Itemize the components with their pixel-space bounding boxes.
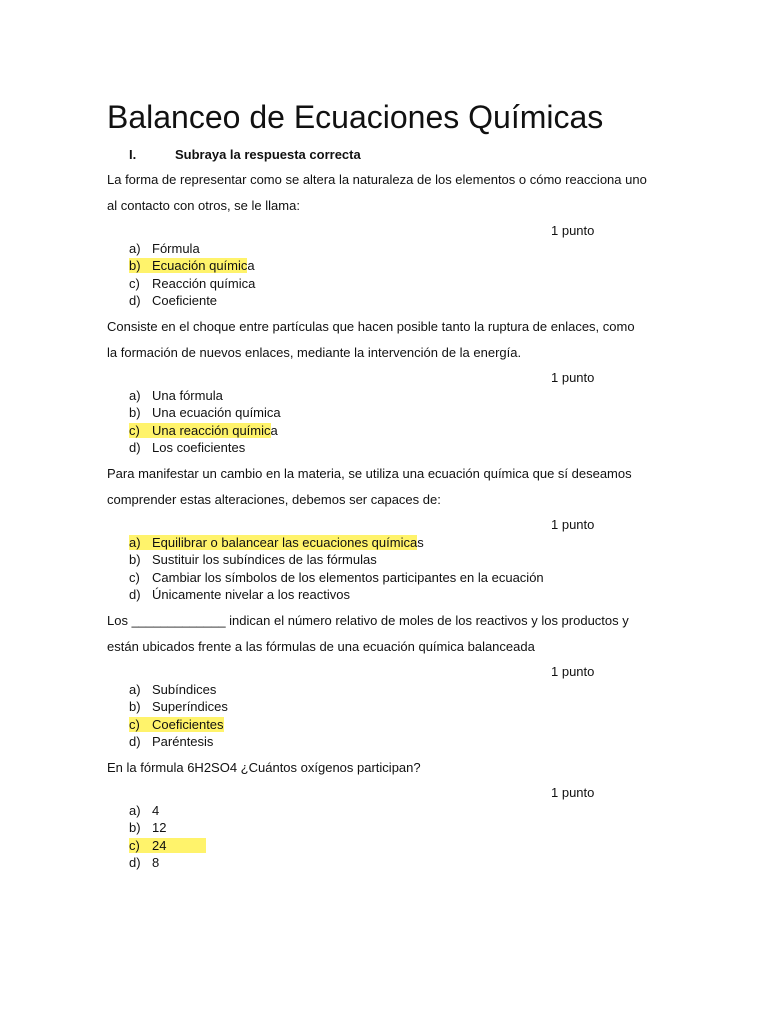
option-item: b) Superíndices	[129, 699, 228, 715]
question-points: 1 punto	[551, 223, 595, 238]
option-list	[129, 681, 228, 751]
option-item: c) Cambiar los símbolos de los elementos participantes en la ecuación	[129, 569, 544, 585]
option-item: d) 8	[129, 855, 160, 871]
option-item-highlighted: b) Ecuación química	[129, 258, 255, 274]
option-item: a) Una fórmula	[129, 388, 223, 403]
question-text: Consiste en el choque entre partículas que hacen posible tanto la ruptura de enlaces, como la formación de nuevos enlaces, mediante la intervención de la energía.	[107, 319, 635, 360]
option-item: b) 12	[129, 820, 167, 836]
option-item: b) Una ecuación química	[129, 405, 281, 421]
section-number: I.	[129, 147, 137, 162]
option-list	[129, 240, 255, 310]
option-list	[129, 534, 544, 604]
option-item: d) Los coeficientes	[129, 440, 246, 456]
question-points: 1 punto	[551, 517, 595, 532]
question-points: 1 punto	[551, 370, 595, 385]
section-label: Subraya la respuesta correcta	[175, 147, 361, 162]
question-points: 1 punto	[551, 785, 595, 800]
option-item: d) Únicamente nivelar a los reactivos	[129, 587, 350, 603]
option-item: a) Subíndices	[129, 682, 217, 697]
section-heading	[129, 145, 361, 165]
option-item-highlighted: c) Coeficientes	[129, 716, 224, 732]
option-item: d) Paréntesis	[129, 734, 214, 750]
option-item: a) 4	[129, 803, 160, 818]
question-points: 1 punto	[551, 664, 595, 679]
question-text: La forma de representar como se altera la naturaleza de los elementos o cómo reacciona uno al contacto con otros, se le llama:	[107, 172, 647, 213]
option-item: c) Reacción química	[129, 275, 256, 291]
question-text: En la fórmula 6H2SO4 ¿Cuántos oxígenos participan?	[107, 760, 421, 775]
option-list	[129, 802, 206, 872]
question-text: Los _____________ indican el número relativo de moles de los reactivos y los productos y están ubicados frente a las fórmulas de una ecuación química balanceada	[107, 613, 629, 654]
option-item-highlighted: c) 24	[129, 837, 206, 854]
option-list	[129, 387, 281, 457]
option-item-highlighted: c) Una reacción química	[129, 422, 278, 438]
page-title: Balanceo de Ecuaciones Químicas	[107, 99, 604, 135]
option-item: a) Fórmula	[129, 241, 200, 256]
option-item-highlighted: a) Equilibrar o balancear las ecuaciones químicas	[129, 535, 424, 550]
option-item: d) Coeficiente	[129, 293, 218, 309]
option-item: b) Sustituir los subíndices de las fórmulas	[129, 552, 377, 568]
question-text: Para manifestar un cambio en la materia, se utiliza una ecuación química que sí deseamos comprender estas alteraciones, debemos ser capaces de:	[107, 466, 632, 507]
